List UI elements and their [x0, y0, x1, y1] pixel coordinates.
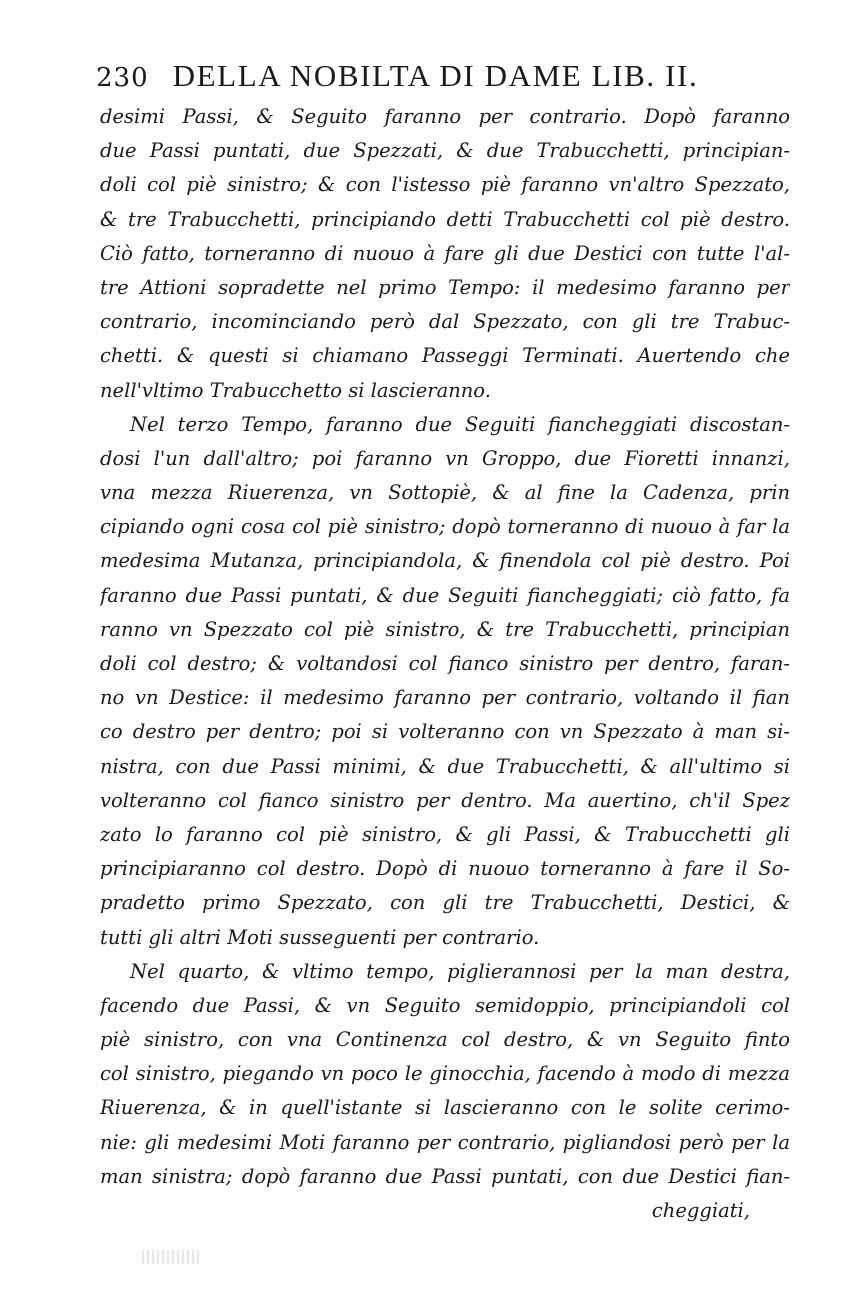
- text-line: doli col piè sinistro; & con l'istesso piè faranno vn'altro Spezzato,: [100, 173, 790, 197]
- text-line: medesima Mutanza, principiandola, & finendola col piè destro. Poi: [100, 549, 790, 573]
- text-line: vna mezza Riuerenza, vn Sottopiè, & al fine la Cadenza, prin: [100, 481, 790, 505]
- text-line: dosi l'un dall'altro; poi faranno vn Groppo, due Fioretti innanzi,: [100, 446, 790, 470]
- text-line: pradetto primo Spezzato, con gli tre Trabucchetti, Destici, &: [100, 891, 790, 915]
- text-line: facendo due Passi, & vn Seguito semidoppio, principiandoli col: [100, 993, 790, 1017]
- text-line: nistra, con due Passi minimi, & due Trabucchetti, & all'ultimo si: [100, 754, 790, 778]
- text-line: volteranno col fianco sinistro per dentro. Ma auertino, ch'il Spez: [100, 788, 790, 812]
- text-line: desimi Passi, & Seguito faranno per contrario. Dopò faranno: [100, 105, 790, 128]
- ink-smudge: [142, 1250, 202, 1264]
- text-line: & tre Trabucchetti, principiando detti Trabucchetti col piè destro.: [100, 207, 790, 231]
- text-line: contrario, incominciando però dal Spezzato, con gli tre Trabuc-: [100, 310, 790, 334]
- text-line: col sinistro, piegando vn poco le ginocchia, facendo à modo di mezza: [100, 1062, 790, 1086]
- text-line: faranno due Passi puntati, & due Seguiti fiancheggiati; ciò fatto, fa: [100, 583, 790, 607]
- page-number: 230: [96, 63, 149, 93]
- text-line: tutti gli altri Moti susseguenti per contrario.: [100, 925, 540, 949]
- text-line: ranno vn Spezzato col piè sinistro, & tre Trabucchetti, principian: [100, 617, 790, 641]
- text-line: nell'vltimo Trabucchetto si lascieranno.: [100, 378, 491, 402]
- text-line: cipiando ogni cosa col piè sinistro; dopò torneranno di nuouo à far la: [100, 515, 790, 539]
- text-line: Riuerenza, & in quell'istante si lascieranno con le solite cerimo-: [100, 1096, 790, 1120]
- text-line: man sinistra; dopò faranno due Passi puntati, con due Destici fian-: [100, 1164, 790, 1188]
- text-line: due Passi puntati, due Spezzati, & due Trabucchetti, principian-: [100, 139, 790, 163]
- text-line: piè sinistro, con vna Continenza col destro, & vn Seguito finto: [100, 1028, 790, 1052]
- text-line: Ciò fatto, torneranno di nuouo à fare gli due Destici con tutte l'al-: [100, 241, 790, 265]
- running-head: DELLA NOBILTA DI DAME LIB. II.: [172, 58, 699, 93]
- body-text: [100, 100, 790, 1228]
- text-line: no vn Destice: il medesimo faranno per contrario, voltando il fian: [100, 686, 790, 710]
- text-line: nie: gli medesimi Moti faranno per contrario, pigliandosi però per la: [100, 1130, 790, 1154]
- paragraph-start-line: Nel quarto, & vltimo tempo, piglierannosi per la man destra,: [130, 959, 790, 983]
- page-header: [96, 58, 796, 102]
- catchword: cheggiati,: [651, 1199, 750, 1222]
- text-line: doli col destro; & voltandosi col fianco sinistro per dentro, faran-: [100, 652, 790, 675]
- text-line: tre Attioni sopradette nel primo Tempo: il medesimo faranno per: [100, 275, 790, 299]
- paragraph-start-line: Nel terzo Tempo, faranno due Seguiti fiancheggiati discostan-: [130, 412, 790, 436]
- text-line: principiaranno col destro. Dopò di nuouo torneranno à fare il So-: [100, 857, 790, 881]
- text-line: zato lo faranno col piè sinistro, & gli Passi, & Trabucchetti gli: [100, 822, 790, 846]
- text-line: co destro per dentro; poi si volteranno con vn Spezzato à man si-: [100, 720, 790, 744]
- text-line: chetti. & questi si chiamano Passeggi Terminati. Auertendo che: [100, 344, 790, 368]
